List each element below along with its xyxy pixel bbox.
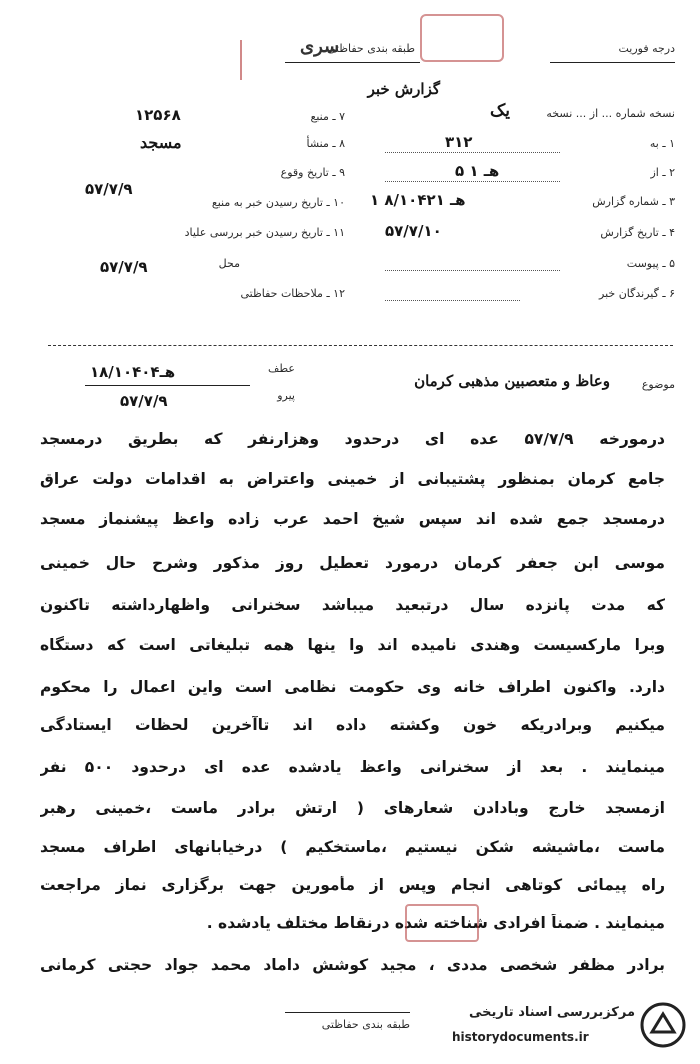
- field-recipients-dots: [385, 300, 520, 301]
- ref-label-bottom: پیرو: [277, 389, 295, 402]
- body-line: که مدت پانزده سال درتبعید میباشد سخنرانی واظهارداشته تاکنون: [40, 596, 665, 614]
- field-origin-value: مسجد: [140, 133, 182, 152]
- subject-text: وعاظ و متعصبین مذهبی کرمان: [414, 372, 610, 390]
- stamp-mark-body: [405, 904, 479, 942]
- report-title: گزارش خبر: [367, 80, 440, 98]
- field-from-label: ۲ ـ از: [650, 166, 675, 179]
- stamp-mark-top: [420, 14, 504, 62]
- watermark-url: historydocuments.ir: [452, 1030, 589, 1044]
- urgency-label: درجه فوریت: [618, 42, 675, 55]
- field-occurrence-date-label: ۹ ـ تاریخ وقوع: [280, 166, 345, 179]
- body-line: میکنیم وبرادریکه خون وکشته داده اند تاآخرین لحظات ایستادگی: [40, 716, 665, 734]
- field-attachment-label: ۵ ـ پیوست: [626, 257, 675, 270]
- classification-underline: [285, 62, 420, 63]
- body-line: وبرا مارکسیست وهندی نامیده اند وا ینها همه تبلیغاتی است که دستگاه: [40, 636, 665, 654]
- ref-date: ۵۷/۷/۹: [120, 392, 168, 410]
- field-to-label: ۱ ـ به: [649, 137, 675, 150]
- field-place-value: ۵۷/۷/۹: [100, 258, 148, 276]
- field-from-value: ۵ هـ ۱: [455, 162, 500, 180]
- urgency-underline: [550, 62, 675, 63]
- field-to-dots: [385, 152, 560, 153]
- field-recipients-label: ۶ ـ گیرندگان خبر: [599, 287, 675, 300]
- field-occurrence-date-value: ۵۷/۷/۹: [85, 180, 133, 198]
- body-line: مینمایند . بعد از سخنرانی واعظ یادشده عده ای درحدود ۵۰۰ نفر: [40, 758, 665, 776]
- field-report-number-label: ۳ ـ شماره گزارش: [592, 195, 675, 208]
- body-line: دارد. واکنون اطراف خانه وی حکومت نظامی است واین اعمال را محکوم: [40, 678, 665, 696]
- field-place-label: محل: [218, 257, 240, 270]
- field-report-date-value: ۵۷/۷/۱۰: [385, 222, 442, 240]
- field-origin-label: ۸ ـ منشأ: [306, 137, 345, 150]
- stamp-stroke-top: [240, 40, 242, 80]
- field-source-label: ۷ ـ منبع: [310, 110, 345, 123]
- body-line: موسی ابن جعفر کرمان درمورد تعطیل روز مذکور وشرح حال خمینی: [40, 554, 665, 572]
- field-source-value: ۱۲۵۶۸: [135, 106, 181, 124]
- copy-number-text: نسخه شماره ... از ... نسخه: [546, 107, 675, 120]
- body-line: جامع کرمان بمنظور پشتیبانی از خمینی واعتراض به اقدامات دولت عراق: [40, 470, 665, 488]
- ref-number: ۱هـ۸/۱۰۴۰۴: [90, 363, 176, 381]
- field-news-to-source-label: ۱۰ ـ تاریخ رسیدن خبر به منبع: [211, 196, 345, 209]
- archive-logo-icon: [640, 1002, 686, 1048]
- body-line: ازمسجد خارج وبادادن شعارهای ( ارتش برادر ماست ،خمینی رهبر: [40, 799, 665, 817]
- field-report-number-value: ۱ هـ ۸/۱۰۴۲۱: [370, 191, 466, 209]
- classification-top-label: طبقه بندی حفاظتی: [326, 42, 415, 55]
- body-line: درمورخه ۵۷/۷/۹ عده ای درحدود وهزارنفر که بطریق درمسجد: [40, 430, 665, 448]
- body-line: درمسجد جمع شده اند سپس شیخ احمد عرب زاده واعظ پیشنماز مسجد: [40, 510, 665, 528]
- field-report-date-label: ۴ ـ تاریخ گزارش: [600, 226, 675, 239]
- watermark-title: مرکزبررسی اسناد تاریخی: [469, 1005, 635, 1020]
- copy-handwritten: یک: [490, 101, 510, 121]
- classification-top-value: سری: [300, 36, 340, 57]
- field-news-reviewed-label: ۱۱ ـ تاریخ رسیدن خبر بررسی علیاد: [184, 226, 345, 239]
- field-from-dots: [385, 181, 560, 182]
- body-line: برادر مظفر شخصی مددی ، مجید کوشش داماد محمد جواد حجتی کرمانی: [40, 956, 665, 974]
- footer-classification: طبقه بندی حفاظتی: [321, 1018, 410, 1031]
- ref-label-top: عطف: [268, 362, 295, 375]
- body-line: ماست ،ماشیشه شکن نیستیم ،ماستخکیم ) درخیابانهای اطراف مسجد: [40, 838, 665, 856]
- field-attachment-dots: [385, 270, 560, 271]
- field-to-value: ۳۱۲: [445, 133, 473, 151]
- subject-label: موضوع: [641, 378, 675, 391]
- body-line: مینمایند . ضمناً افرادی شناخته شده درنقاط مختلف یادشده .: [206, 914, 665, 932]
- field-security-notes-label: ۱۲ ـ ملاحظات حفاظتی: [240, 287, 345, 300]
- footer-underline: [285, 1012, 410, 1013]
- body-line: راه پیمائی کوتاهی انجام وپس از مأمورین جهت برگزاری نماز مراجعت: [40, 876, 665, 894]
- section-separator: [48, 345, 673, 346]
- ref-divider: [85, 385, 250, 386]
